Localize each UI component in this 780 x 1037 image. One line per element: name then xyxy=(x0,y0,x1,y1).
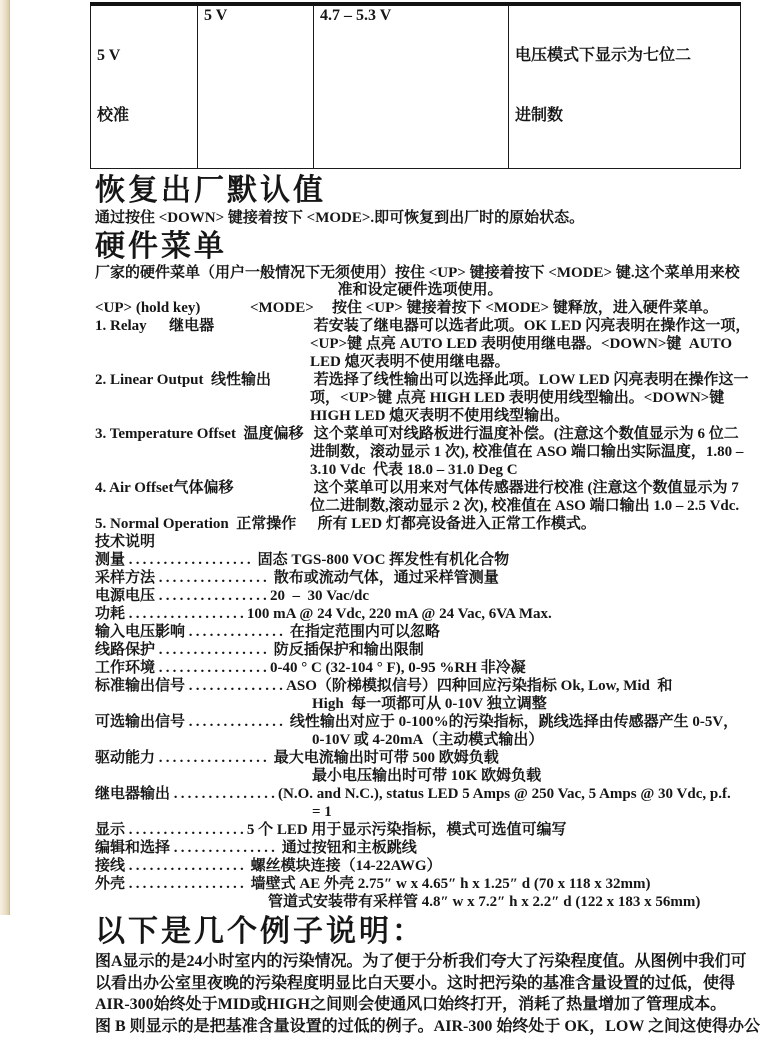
menu-item-label: 4. Air Offset气体偏移 xyxy=(95,479,310,515)
spec-value: 散布或流动气体，通过采样管测量 xyxy=(270,570,499,586)
spec-value: 防反插保护和输出限制 xyxy=(270,642,424,658)
spec-line-measurement xyxy=(95,551,780,569)
spec-label: 标准输出信号 xyxy=(95,678,189,694)
spec-label: 编辑和选择 xyxy=(95,840,174,856)
spec-line-optional-output-signal xyxy=(95,713,780,731)
spec-value: 在指定范围内可以忽略 xyxy=(286,624,440,640)
menu-item-desc xyxy=(310,371,780,425)
example-paragraph-line: AIR-300始终处于MID或HIGH之间则会使通风口始终打开，消耗了热量增加了管理成本。 xyxy=(95,994,780,1016)
spec-leader-dots: .............. xyxy=(189,714,286,730)
tech-notes-heading: 技术说明 xyxy=(95,533,780,551)
menu-item-desc-line: 进制数，滚动显示 1 次), 校准值在 ASO 端口输出实际温度，1.80 – xyxy=(310,443,780,461)
spec-line-display xyxy=(95,821,780,839)
spec-leader-dots: .............. xyxy=(189,678,286,694)
hardware-menu-intro-line2: 准和设定硬件选项使用。 xyxy=(95,282,745,299)
spec-continuation: = 1 xyxy=(95,803,780,821)
cell-line: 5 V xyxy=(97,46,191,66)
hardware-menu-intro-line1: 厂家的硬件菜单（用户一般情况下无须使用）按住 <UP> 键接着按下 <MODE> 键.这个菜单用来校 xyxy=(95,265,780,282)
spec-line-power-consumption xyxy=(95,605,780,623)
spec-line-input-voltage-effect xyxy=(95,623,780,641)
spec-label: 驱动能力 xyxy=(95,750,159,766)
spec-label: 工作环境 xyxy=(95,660,159,676)
menu-item-desc xyxy=(310,515,780,533)
table-row xyxy=(91,4,741,169)
spec-value: (N.O. and N.C.), status LED 5 Amps @ 250 Vac, 5 Amps @ 30 Vdc, p.f. xyxy=(278,786,731,802)
spec-line-circuit-protection xyxy=(95,641,780,659)
example-paragraph-line: 图 B 则显示的是把基准含量设置的过低的例子。AIR-300 始终处于 OK，LOW 之间这使得办公 xyxy=(95,1016,780,1037)
spec-leader-dots: ................ xyxy=(159,660,270,676)
spec-line-wiring xyxy=(95,857,780,875)
section-title-hardware-menu: 硬件菜单 xyxy=(95,228,780,265)
spec-line-edit-select xyxy=(95,839,780,857)
spec-leader-dots: ................ xyxy=(159,750,270,766)
spec-value: 最大电流输出时可带 500 欧姆负载 xyxy=(270,750,499,766)
spec-leader-dots: ................ xyxy=(159,642,270,658)
spec-value: 线性输出对应于 0-100%的污染指标，跳线选择由传感器产生 0-5V， xyxy=(286,714,738,730)
menu-item-label: 2. Linear Output 线性输出 xyxy=(95,371,310,425)
menu-item-desc-line: 若安装了继电器可以选者此项。OK LED 闪亮表明在操作这一项， xyxy=(310,317,780,335)
example-paragraph-line: 以看出办公室里夜晚的污染程度明显比白天要小。这时把污染的基准含量设置的过低，使得 xyxy=(95,973,780,995)
menu-item-desc-line: 这个菜单可对线路板进行温度补偿。(注意这个数值显示为 6 位二 xyxy=(310,425,780,443)
menu-item-label: 5. Normal Operation 正常操作 xyxy=(95,515,310,533)
menu-item-desc-line: <UP>键 点亮 AUTO LED 表明使用继电器。<DOWN>键 AUTO xyxy=(310,335,780,353)
spec-leader-dots: ................. xyxy=(129,858,247,874)
spec-label: 外壳 xyxy=(95,876,129,892)
cell-line: 电压模式下显示为七位二 xyxy=(515,46,734,66)
spec-label: 接线 xyxy=(95,858,129,874)
cell-line: 校准 xyxy=(97,106,191,126)
spec-label: 显示 xyxy=(95,822,129,838)
spec-value: 100 mA @ 24 Vdc, 220 mA @ 24 Vac, 6VA Max. xyxy=(247,606,552,622)
menu-item-desc xyxy=(310,317,780,371)
menu-item-desc-line: 3.10 Vdc 代表 18.0 – 31.0 Deg C xyxy=(310,461,780,479)
mode-key-label: <MODE> xyxy=(250,299,332,317)
cell-line: 进制数 xyxy=(515,106,734,126)
spec-leader-dots: ................ xyxy=(159,588,270,604)
menu-item-desc-line: 若选择了线性输出可以选择此项。LOW LED 闪亮表明在操作这一 xyxy=(310,371,780,389)
spec-leader-dots: .................. xyxy=(129,552,254,568)
menu-item-normal-operation xyxy=(95,515,780,533)
section-title-restore-defaults: 恢复出厂默认值 xyxy=(95,172,780,209)
spec-line-enclosure xyxy=(95,875,780,893)
spec-value: 螺丝模块连接（14-22AWG） xyxy=(247,858,442,874)
spec-line-sampling-method xyxy=(95,569,780,587)
menu-item-label: 3. Temperature Offset 温度偏移 xyxy=(95,425,310,479)
menu-item-temperature-offset xyxy=(95,425,780,479)
spec-continuation: High 每一项都可从 0-10V 独立调整 xyxy=(95,695,780,713)
menu-item-desc-line: HIGH LED 熄灭表明不使用线型输出。 xyxy=(310,407,780,425)
spec-value: 固态 TGS-800 VOC 挥发性有机化合物 xyxy=(254,552,509,568)
spec-leader-dots: ................. xyxy=(129,822,247,838)
spec-leader-dots: ................. xyxy=(129,876,247,892)
spec-label: 功耗 xyxy=(95,606,129,622)
spec-line-drive-capability xyxy=(95,749,780,767)
spec-label: 继电器输出 xyxy=(95,786,174,802)
calibration-table xyxy=(90,2,741,169)
spec-leader-dots: ............... xyxy=(174,840,278,856)
menu-item-label: 1. Relay 继电器 xyxy=(95,317,310,371)
spec-value: 通过按钮和主板跳线 xyxy=(278,840,417,856)
table-cell-voltage-mode-note xyxy=(509,4,741,169)
spec-leader-dots: .............. xyxy=(189,624,286,640)
restore-defaults-text: 通过按住 <DOWN> 键接着按下 <MODE>.即可恢复到出厂时的原始状态。 xyxy=(95,209,780,228)
spec-label: 输入电压影响 xyxy=(95,624,189,640)
menu-item-linear-output xyxy=(95,371,780,425)
menu-item-desc-line: LED 熄灭表明不使用继电器。 xyxy=(310,353,780,371)
up-hold-key-label: <UP> (hold key) xyxy=(95,299,250,317)
spec-leader-dots: ................. xyxy=(129,606,247,622)
spec-continuation: 管道式安装带有采样管 4.8″ w x 7.2″ h x 2.2″ d (122 x 183 x 56mm) xyxy=(95,893,780,911)
spec-label: 线路保护 xyxy=(95,642,159,658)
menu-item-relay xyxy=(95,317,780,371)
spec-label: 可选输出信号 xyxy=(95,714,189,730)
menu-item-desc xyxy=(310,425,780,479)
spec-line-supply-voltage xyxy=(95,587,780,605)
spec-value: ASO（阶梯模拟信号）四种回应污染指标 Ok, Low, Mid 和 xyxy=(286,678,672,694)
spec-line-operating-environment xyxy=(95,659,780,677)
spec-value: 20 – 30 Vac/dc xyxy=(270,588,369,604)
menu-item-desc-line: 项，<UP>键 点亮 HIGH LED 表明使用线型输出。<DOWN>键 xyxy=(310,389,780,407)
spec-label: 测量 xyxy=(95,552,129,568)
example-paragraph-line: 图A显示的是24小时室内的污染情况。为了便于分析我们夸大了污染程度值。从图例中我们可 xyxy=(95,951,780,973)
spec-continuation: 0-10V 或 4-20mA（主动模式输出） xyxy=(95,731,780,749)
table-cell-5v-calibration xyxy=(91,4,198,169)
menu-item-air-offset xyxy=(95,479,780,515)
spec-line-relay-output xyxy=(95,785,780,803)
spec-label: 采样方法 xyxy=(95,570,159,586)
spec-label: 电源电压 xyxy=(95,588,159,604)
menu-item-desc-line: 这个菜单可以用来对气体传感器进行校准 (注意这个数值显示为 7 xyxy=(310,479,780,497)
up-hold-key-row xyxy=(95,299,780,317)
table-cell-voltage-range: 4.7 – 5.3 V xyxy=(314,4,509,169)
spec-value: 0-40 ° C (32-104 ° F), 0-95 %RH 非冷凝 xyxy=(270,660,526,676)
spec-leader-dots: ................ xyxy=(159,570,270,586)
menu-item-desc-line: 位二进制数,滚动显示 2 次), 校准值在 ASO 端口输出 1.0 – 2.5 Vdc. xyxy=(310,497,780,515)
spec-leader-dots: ............... xyxy=(174,786,278,802)
spec-line-standard-output-signal xyxy=(95,677,780,695)
table-cell-5v: 5 V xyxy=(198,4,314,169)
spec-value: 墙壁式 AE 外壳 2.75″ w x 4.65″ h x 1.25″ d (70 x 118 x 32mm) xyxy=(247,876,651,892)
section-title-examples: 以下是几个例子说明： xyxy=(95,913,780,951)
spec-continuation: 最小电压输出时可带 10K 欧姆负载 xyxy=(95,767,780,785)
menu-item-desc xyxy=(310,479,780,515)
up-hold-key-desc: 按住 <UP> 键接着按下 <MODE> 键释放，进入硬件菜单。 xyxy=(332,299,780,317)
spec-value: 5 个 LED 用于显示污染指标，模式可选值可编写 xyxy=(247,822,567,838)
menu-item-desc-line: 所有 LED 灯都亮设备进入正常工作模式。 xyxy=(310,515,780,533)
